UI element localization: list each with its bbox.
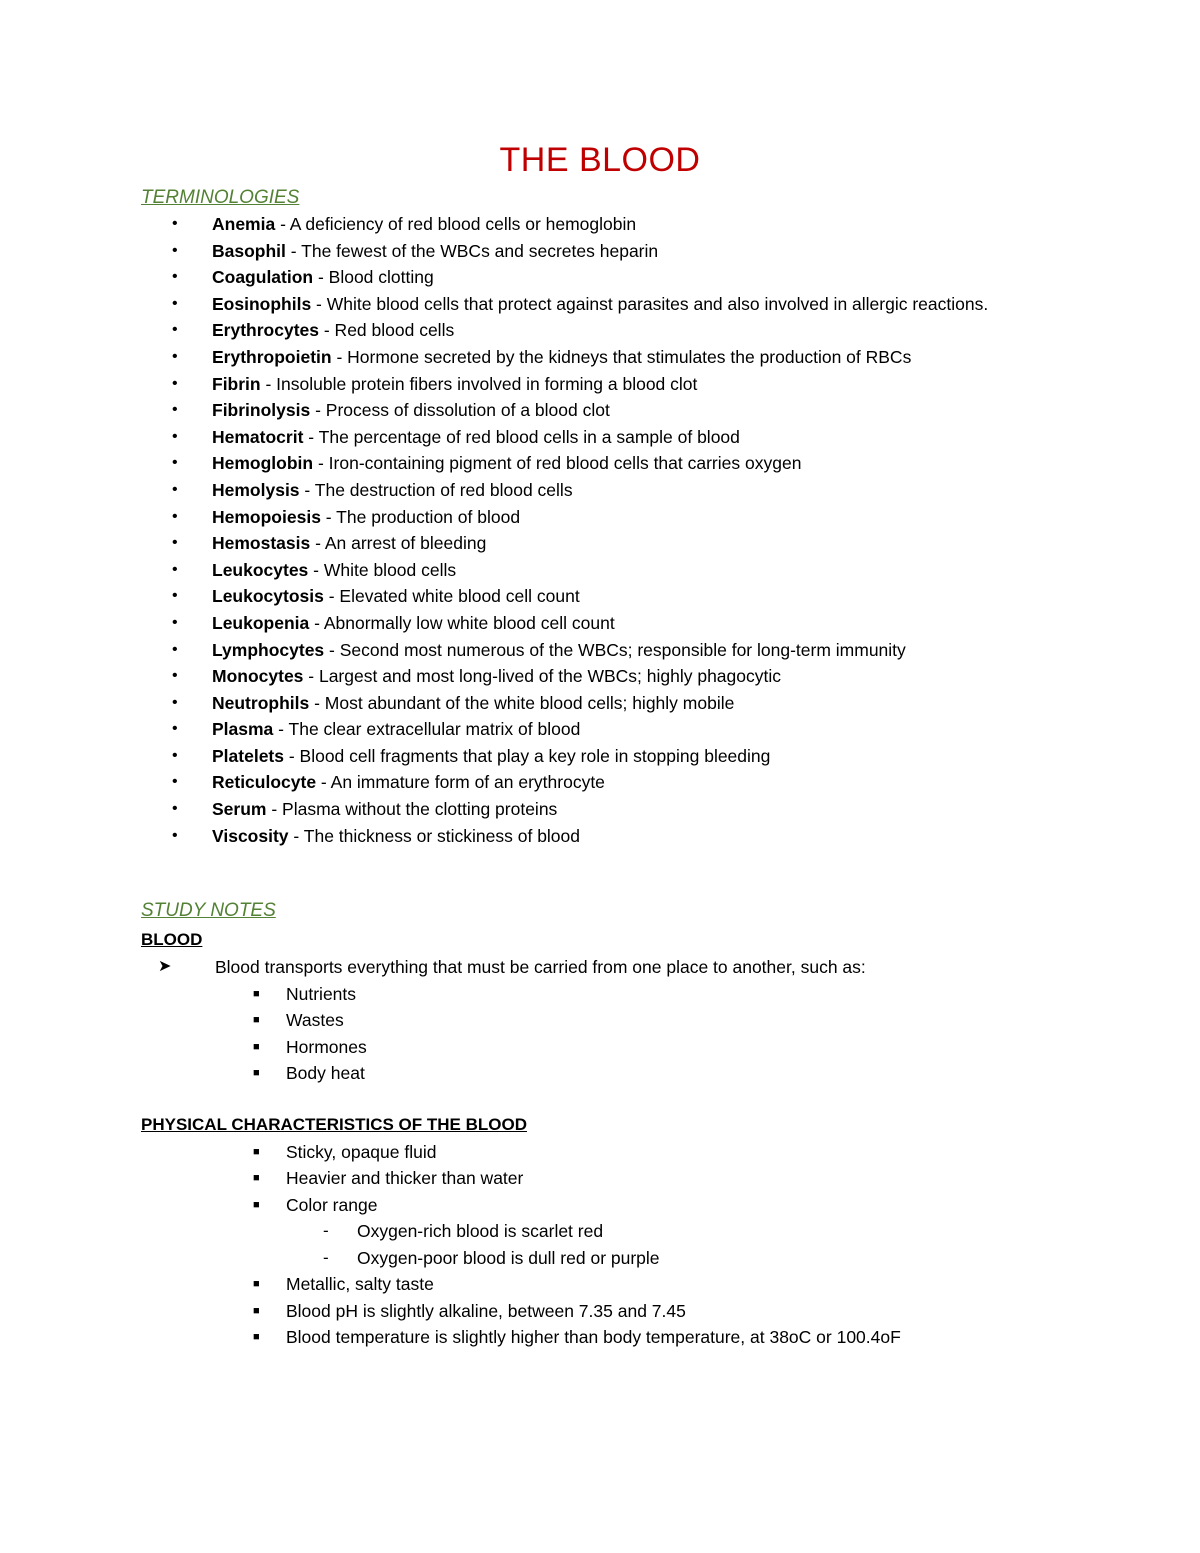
term-item <box>0 769 1012 796</box>
square-bullet-icon: ■ <box>253 1199 260 1211</box>
bullet-icon: • <box>172 401 178 419</box>
term-definition: - The percentage of red blood cells in a sample of blood <box>303 426 740 447</box>
term-name: Leukopenia <box>212 612 310 633</box>
bullet-icon: • <box>172 374 178 392</box>
square-bullet-icon: ■ <box>253 1331 260 1343</box>
term-item <box>0 743 1012 770</box>
blood-item-text: Wastes <box>286 1010 344 1030</box>
term-definition: - Iron-containing pigment of red blood cells that carries oxygen <box>313 453 802 474</box>
blood-heading: BLOOD <box>141 930 203 949</box>
bullet-icon: • <box>172 773 178 791</box>
study-notes-heading: STUDY NOTES <box>141 900 276 921</box>
term-item <box>0 344 1012 371</box>
physical-item-text: Sticky, opaque fluid <box>286 1142 437 1162</box>
term-item <box>0 371 1012 398</box>
term-definition: - Red blood cells <box>319 320 455 341</box>
term-definition: - A deficiency of red blood cells or hemoglobin <box>275 214 637 234</box>
square-bullet-icon: ■ <box>253 1146 260 1158</box>
physical-item-text: Heavier and thicker than water <box>286 1168 524 1188</box>
square-bullet-icon: ■ <box>253 1278 260 1290</box>
term-item <box>0 530 1012 557</box>
term-item <box>0 690 1012 717</box>
bullet-icon: • <box>172 800 178 818</box>
bullet-icon: • <box>172 640 178 658</box>
term-definition: - The clear extracellular matrix of blood <box>273 719 581 740</box>
bullet-icon: • <box>172 454 178 472</box>
bullet-icon: • <box>172 613 178 631</box>
term-item <box>0 504 1012 531</box>
blood-item-text: Hormones <box>286 1037 367 1057</box>
physical-characteristics-heading: PHYSICAL CHARACTERISTICS OF THE BLOOD <box>141 1115 527 1134</box>
square-bullet-icon: ■ <box>253 1014 260 1026</box>
bullet-icon: • <box>172 215 178 232</box>
bullet-icon: • <box>172 560 178 578</box>
term-name: Hemolysis <box>212 479 300 500</box>
square-bullet-icon: ■ <box>253 1172 260 1184</box>
bullet-icon: • <box>172 347 178 365</box>
bullet-icon: • <box>172 268 178 286</box>
square-bullet-icon: ■ <box>253 1041 260 1053</box>
physical-item-text: Metallic, salty taste <box>286 1274 434 1294</box>
term-item <box>0 291 1012 318</box>
term-name: Leukocytosis <box>212 586 324 607</box>
term-definition: - White blood cells that protect against parasites and also involved in allergic reactions. <box>311 293 989 314</box>
term-name: Neutrophils <box>212 692 310 713</box>
term-name: Viscosity <box>212 825 289 846</box>
term-name: Coagulation <box>212 267 314 288</box>
term-definition: - Largest and most long-lived of the WBCs; highly phagocytic <box>303 666 781 687</box>
term-name: Erythrocytes <box>212 320 319 341</box>
term-item <box>0 663 1012 690</box>
term-definition: - An arrest of bleeding <box>310 533 487 554</box>
dash-bullet-icon: - <box>323 1248 329 1267</box>
term-name: Platelets <box>212 745 284 766</box>
term-name: Fibrinolysis <box>212 400 311 421</box>
bullet-icon: • <box>172 720 178 738</box>
term-name: Basophil <box>212 240 286 261</box>
blood-item-text: Nutrients <box>286 984 357 1004</box>
term-name: Lymphocytes <box>212 639 325 660</box>
term-item <box>0 583 1012 610</box>
term-item <box>0 211 1012 238</box>
term-definition: - Most abundant of the white blood cells; highly mobile <box>309 692 735 713</box>
term-name: Anemia <box>212 214 276 234</box>
term-definition: - Blood cell fragments that play a key role in stopping bleeding <box>283 745 771 766</box>
dash-bullet-icon: - <box>323 1221 329 1240</box>
term-name: Hemopoiesis <box>212 506 321 527</box>
term-item <box>0 450 1012 477</box>
term-definition: - Elevated white blood cell count <box>323 586 580 607</box>
term-definition: - The thickness or stickiness of blood <box>288 825 581 846</box>
bullet-icon: • <box>172 667 178 685</box>
term-item <box>0 397 1012 424</box>
term-definition: - Process of dissolution of a blood clot <box>310 400 610 421</box>
term-name: Plasma <box>212 719 274 740</box>
term-definition: - White blood cells <box>308 559 457 580</box>
square-bullet-icon: ■ <box>253 1305 260 1317</box>
term-item <box>0 477 1012 504</box>
bullet-icon: • <box>172 294 178 312</box>
term-name: Hematocrit <box>212 426 304 447</box>
bullet-icon: • <box>172 480 178 498</box>
bullet-icon: • <box>172 826 178 844</box>
term-name: Monocytes <box>212 666 304 687</box>
bullet-icon: • <box>172 507 178 525</box>
term-name: Eosinophils <box>212 293 312 314</box>
bullet-icon: • <box>172 746 178 764</box>
bullet-icon: • <box>172 587 178 605</box>
term-item <box>0 637 1012 664</box>
terminology-list <box>0 211 1012 849</box>
term-item <box>0 557 1012 584</box>
term-item <box>0 796 1012 823</box>
terminologies-heading: TERMINOLOGIES <box>141 187 300 208</box>
term-name: Hemostasis <box>212 533 311 554</box>
term-item <box>0 716 1012 743</box>
term-name: Reticulocyte <box>212 772 317 793</box>
physical-item-text: Blood temperature is slightly higher than body temperature, at 38oC or 100.4oF <box>286 1327 901 1347</box>
bullet-icon: • <box>172 693 178 711</box>
square-bullet-icon: ■ <box>253 1067 260 1079</box>
term-definition: - The fewest of the WBCs and secretes heparin <box>285 240 659 261</box>
term-name: Serum <box>212 799 267 820</box>
blood-intro-text: Blood transports everything that must be carried from one place to another, such as: <box>215 957 866 977</box>
term-name: Hemoglobin <box>212 453 314 474</box>
term-definition: - Blood clotting <box>313 267 434 288</box>
term-definition: - Insoluble protein fibers involved in forming a blood clot <box>260 373 698 394</box>
term-definition: - The production of blood <box>320 506 521 527</box>
term-item <box>0 424 1012 451</box>
term-definition: - Abnormally low white blood cell count <box>309 612 615 633</box>
term-definition: - The destruction of red blood cells <box>299 479 573 500</box>
physical-item-text: Blood pH is slightly alkaline, between 7.35 and 7.45 <box>286 1301 686 1321</box>
term-item <box>0 610 1012 637</box>
bullet-icon: • <box>172 241 178 259</box>
term-name: Fibrin <box>212 373 261 394</box>
term-definition: - Plasma without the clotting proteins <box>266 799 558 820</box>
term-definition: - An immature form of an erythrocyte <box>316 772 605 793</box>
term-definition: - Second most numerous of the WBCs; responsible for long-term immunity <box>324 639 906 660</box>
color-range-subitem-text: Oxygen-rich blood is scarlet red <box>357 1221 604 1241</box>
bullet-icon: • <box>172 534 178 552</box>
term-item <box>0 238 1012 265</box>
square-bullet-icon: ■ <box>253 988 260 1000</box>
term-item <box>0 823 1012 850</box>
bullet-icon: • <box>172 427 178 445</box>
term-item <box>0 264 1012 291</box>
term-name: Leukocytes <box>212 559 309 580</box>
term-name: Erythropoietin <box>212 346 332 367</box>
term-definition: - Hormone secreted by the kidneys that stimulates the production of RBCs <box>331 346 912 367</box>
page-title: THE BLOOD <box>499 141 701 179</box>
physical-item-text: Color range <box>286 1195 378 1215</box>
term-item <box>0 317 1012 344</box>
arrow-bullet-icon: ➤ <box>158 958 172 975</box>
color-range-subitem-text: Oxygen-poor blood is dull red or purple <box>357 1248 660 1268</box>
blood-item-text: Body heat <box>286 1063 365 1083</box>
bullet-icon: • <box>172 321 178 339</box>
